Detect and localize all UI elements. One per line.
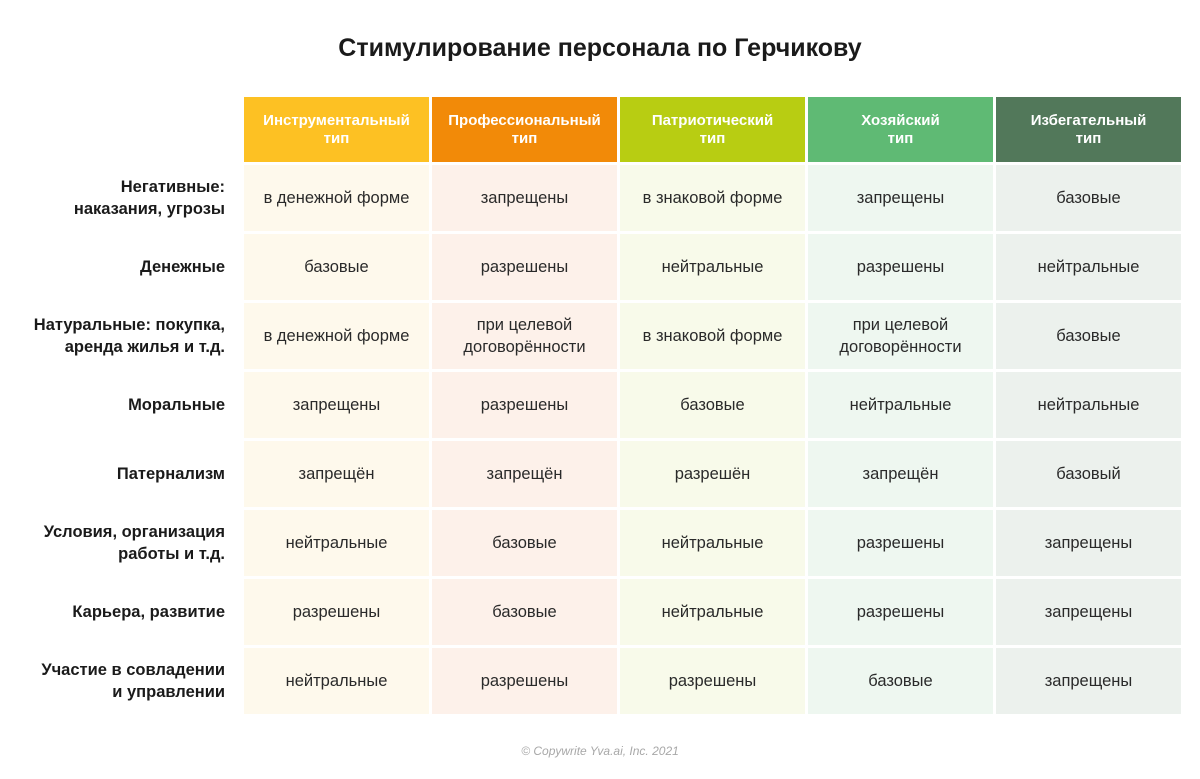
- cell-text: нейтральные: [661, 534, 764, 552]
- cell-text: в денежной форме: [263, 189, 410, 207]
- table-cell: [996, 372, 1181, 438]
- column-header-line: тип: [887, 129, 914, 147]
- table-cell: [244, 441, 429, 507]
- row-label: [0, 648, 241, 714]
- cell-text: в знаковой форме: [642, 327, 783, 345]
- table-cell: [620, 165, 805, 231]
- cell-text: договорённости: [839, 338, 962, 356]
- row-label: [0, 579, 241, 645]
- cell-text: при целевой: [852, 316, 949, 334]
- row-label: [0, 303, 241, 369]
- cell-text: базовые: [304, 258, 369, 276]
- cell-text: договорённости: [463, 338, 586, 356]
- table-cell: [432, 234, 617, 300]
- table-cell: [996, 441, 1181, 507]
- cell-text: нейтральные: [1037, 396, 1140, 414]
- column-header-line: Профессиональный: [448, 111, 601, 129]
- row-label-line: Моральные: [128, 396, 225, 414]
- table-cell: [432, 303, 617, 369]
- table-cell: [996, 303, 1181, 369]
- row-label-line: Негативные:: [120, 178, 225, 196]
- cell-text: запрещены: [856, 189, 945, 207]
- column-header-master: [808, 97, 993, 162]
- cell-text: разрешены: [856, 603, 945, 621]
- cell-text: базовые: [868, 672, 933, 690]
- row-label-line: наказания, угрозы: [73, 200, 225, 218]
- row-label: [0, 510, 241, 576]
- row-label-line: Патернализм: [116, 465, 225, 483]
- table-cell: [432, 372, 617, 438]
- page-title: Стимулирование персонала по Герчикову: [338, 34, 862, 62]
- cell-text: при целевой: [476, 316, 573, 334]
- table-cell: [244, 372, 429, 438]
- copyright-footer: © Copywrite Yva.ai, Inc. 2021: [521, 744, 679, 758]
- table-cell: [244, 510, 429, 576]
- motivation-table: [0, 97, 1181, 714]
- table-cell: [996, 648, 1181, 714]
- cell-text: разрешены: [668, 672, 757, 690]
- cell-text: разрешены: [480, 258, 569, 276]
- cell-text: разрешены: [480, 672, 569, 690]
- column-header-patriotic: [620, 97, 805, 162]
- table-cell: [620, 234, 805, 300]
- cell-text: базовые: [680, 396, 745, 414]
- table-cell: [808, 579, 993, 645]
- table-cell: [620, 648, 805, 714]
- table-cell: [244, 579, 429, 645]
- cell-text: в знаковой форме: [642, 189, 783, 207]
- column-header-line: Патриотический: [651, 111, 774, 129]
- table-cell: [620, 510, 805, 576]
- cell-text: запрещены: [292, 396, 381, 414]
- cell-text: запрещены: [1044, 603, 1133, 621]
- column-header-line: Хозяйский: [861, 111, 940, 129]
- cell-text: запрещены: [480, 189, 569, 207]
- table-corner: [0, 97, 241, 162]
- table-cell: [620, 303, 805, 369]
- table-cell: [432, 165, 617, 231]
- table-cell: [432, 441, 617, 507]
- table-cell: [808, 303, 993, 369]
- table-cell: [996, 510, 1181, 576]
- cell-text: базовые: [1056, 189, 1121, 207]
- row-label-line: и управлении: [112, 683, 225, 701]
- column-header-line: тип: [699, 129, 726, 147]
- cell-text: запрещены: [1044, 672, 1133, 690]
- cell-text: запрещены: [1044, 534, 1133, 552]
- row-label-line: работы и т.д.: [118, 545, 225, 563]
- table-cell: [432, 579, 617, 645]
- table-cell: [996, 234, 1181, 300]
- table-cell: [808, 372, 993, 438]
- table-cell: [996, 165, 1181, 231]
- table-cell: [244, 648, 429, 714]
- table-cell: [244, 234, 429, 300]
- cell-text: разрешены: [480, 396, 569, 414]
- cell-text: запрещён: [486, 465, 563, 483]
- cell-text: запрещён: [298, 465, 375, 483]
- cell-text: базовые: [1056, 327, 1121, 345]
- cell-text: нейтральные: [661, 258, 764, 276]
- row-label: [0, 234, 241, 300]
- row-label: [0, 372, 241, 438]
- row-label-line: Условия, организация: [43, 523, 225, 541]
- row-label: [0, 441, 241, 507]
- cell-text: в денежной форме: [263, 327, 410, 345]
- table-cell: [244, 165, 429, 231]
- cell-text: базовый: [1056, 465, 1121, 483]
- row-label-line: Натуральные: покупка,: [33, 316, 225, 334]
- column-header-professional: [432, 97, 617, 162]
- cell-text: разрешён: [674, 465, 751, 483]
- row-label: [0, 165, 241, 231]
- row-label-line: аренда жилья и т.д.: [64, 338, 225, 356]
- cell-text: запрещён: [862, 465, 939, 483]
- table-cell: [808, 234, 993, 300]
- column-header-instrumental: [244, 97, 429, 162]
- cell-text: нейтральные: [285, 672, 388, 690]
- cell-text: нейтральные: [661, 603, 764, 621]
- cell-text: разрешены: [856, 534, 945, 552]
- cell-text: нейтральные: [1037, 258, 1140, 276]
- row-label-line: Участие в совладении: [41, 661, 225, 679]
- table-cell: [620, 579, 805, 645]
- table-cell: [996, 579, 1181, 645]
- column-header-line: тип: [1075, 129, 1102, 147]
- column-header-line: тип: [511, 129, 538, 147]
- table-cell: [808, 648, 993, 714]
- table-cell: [620, 372, 805, 438]
- cell-text: нейтральные: [285, 534, 388, 552]
- table-cell: [620, 441, 805, 507]
- cell-text: разрешены: [856, 258, 945, 276]
- table-cell: [808, 510, 993, 576]
- cell-text: нейтральные: [849, 396, 952, 414]
- column-header-line: Инструментальный: [263, 111, 410, 129]
- row-label-line: Денежные: [140, 258, 225, 276]
- cell-text: разрешены: [292, 603, 381, 621]
- column-header-line: тип: [323, 129, 350, 147]
- table-cell: [808, 441, 993, 507]
- cell-text: базовые: [492, 534, 557, 552]
- column-header-avoidant: [996, 97, 1181, 162]
- table-cell: [808, 165, 993, 231]
- row-label-line: Карьера, развитие: [72, 603, 225, 621]
- table-cell: [432, 648, 617, 714]
- table-cell: [244, 303, 429, 369]
- column-header-line: Избегательный: [1030, 111, 1147, 129]
- table-cell: [432, 510, 617, 576]
- cell-text: базовые: [492, 603, 557, 621]
